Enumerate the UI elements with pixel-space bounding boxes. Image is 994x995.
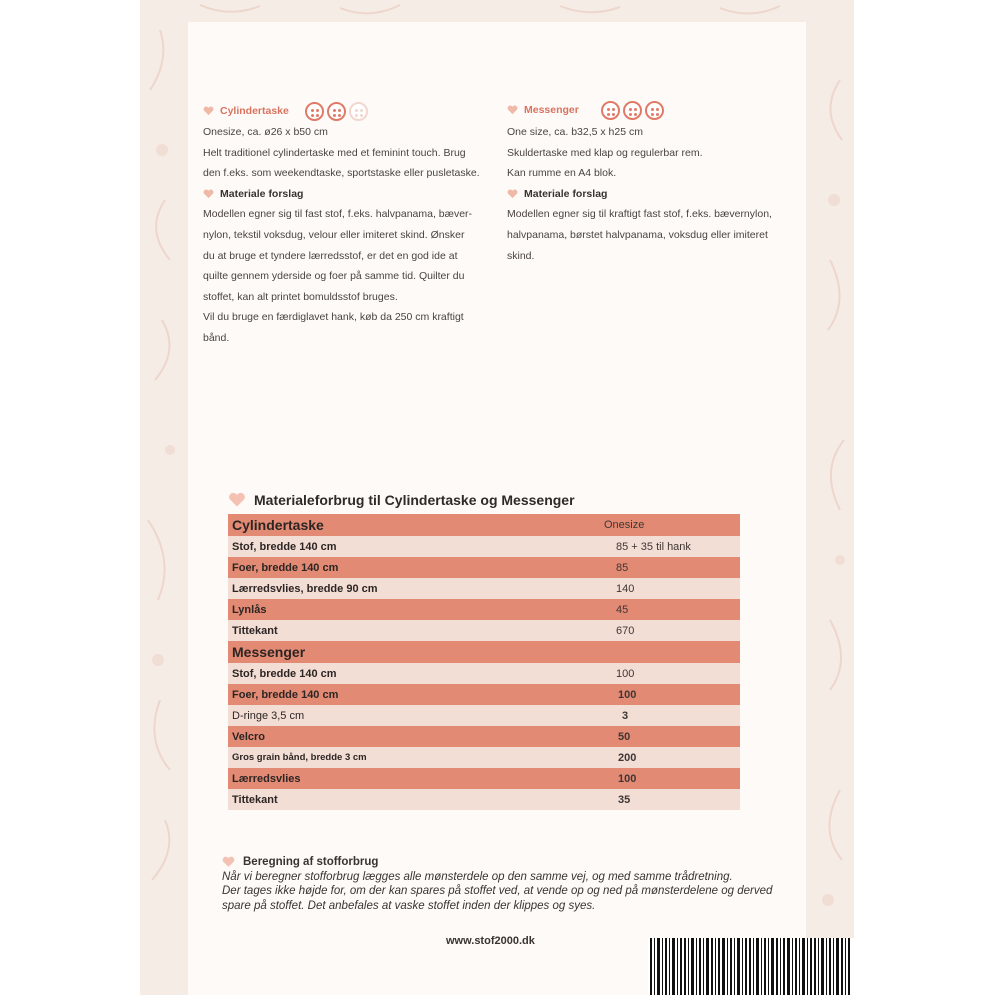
heart-icon bbox=[228, 492, 246, 508]
heart-icon bbox=[222, 856, 235, 868]
table-row: Lynlås 45 bbox=[228, 599, 740, 620]
fabric-calculation-note bbox=[222, 855, 782, 913]
table-row: Foer, bredde 140 cm 100 bbox=[228, 684, 740, 705]
heart-icon bbox=[507, 105, 518, 115]
cylinder-material-line: quilte gennem yderside og foer på samme tid. Quilter du bbox=[203, 270, 465, 283]
calc-line: Der tages ikke højde for, om der kan spares på stoffet ved, at vende op og ned på mønsterdelene og derved bbox=[222, 885, 773, 897]
messenger-desc-line: Skuldertaske med klap og regulerbar rem. bbox=[507, 146, 703, 159]
messenger-material-line: Modellen egner sig til kraftigt fast stof, f.eks. bævernylon, bbox=[507, 208, 772, 221]
cylinder-material-line: Vil du bruge en færdiglavet hank, køb da 250 cm kraftigt bbox=[203, 311, 464, 324]
difficulty-rating bbox=[305, 102, 368, 121]
table-row: Lærredsvlies, bredde 90 cm 140 bbox=[228, 578, 740, 599]
messenger-material-line: halvpanama, børstet halvpanama, voksdug eller imiteret bbox=[507, 228, 768, 241]
table-row: D-ringe 3,5 cm 3 bbox=[228, 705, 740, 726]
cylinder-material-line: Modellen egner sig til fast stof, f.eks. halvpanama, bæver- bbox=[203, 208, 473, 221]
table-title: Materialeforbrug til Cylindertaske og Messenger bbox=[228, 492, 575, 508]
heart-icon bbox=[203, 189, 214, 199]
messenger-desc-line: Kan rumme en A4 blok. bbox=[507, 167, 617, 180]
button-icon bbox=[327, 102, 346, 121]
messenger-section bbox=[507, 98, 807, 266]
button-icon bbox=[601, 101, 620, 120]
cylinder-material-line: bånd. bbox=[203, 331, 230, 344]
button-icon bbox=[623, 101, 642, 120]
table-section-header: Messenger bbox=[228, 641, 740, 663]
difficulty-rating bbox=[601, 101, 664, 120]
table-row: Stof, bredde 140 cm 85 + 35 til hank bbox=[228, 536, 740, 557]
table-row: Lærredsvlies 100 bbox=[228, 768, 740, 789]
messenger-material-heading: Materiale forslag bbox=[524, 187, 608, 200]
calc-line: Når vi beregner stofforbrug lægges alle mønsterdele op den samme vej, og med samme trådretning. bbox=[222, 870, 733, 883]
messenger-size: One size, ca. b32,5 x h25 cm bbox=[507, 126, 643, 138]
material-table bbox=[228, 514, 740, 810]
heart-icon bbox=[203, 106, 214, 116]
table-row: Tittekant 670 bbox=[228, 620, 740, 641]
messenger-material-line: skind. bbox=[507, 249, 535, 262]
heart-icon bbox=[507, 189, 518, 199]
cylinder-size: Onesize, ca. ø26 x b50 cm bbox=[203, 126, 328, 138]
table-row: Velcro 50 bbox=[228, 726, 740, 747]
messenger-title: Messenger bbox=[524, 103, 579, 116]
cylinder-material-line: nylon, tekstil voksdug, velour eller imiteret skind. Ønsker bbox=[203, 228, 465, 241]
table-row: Stof, bredde 140 cm 100 bbox=[228, 663, 740, 684]
table-row: Gros grain bånd, bredde 3 cm 200 bbox=[228, 747, 740, 768]
barcode bbox=[648, 938, 854, 995]
cylinder-desc-line: den f.eks. som weekendtaske, sportstaske eller pusletaske. bbox=[203, 167, 480, 180]
table-section-header: Cylindertaske Onesize bbox=[228, 514, 740, 536]
calc-line: spare på stoffet. Det anbefales at vaske stoffet inden der klippes og syes. bbox=[222, 899, 596, 912]
button-icon bbox=[305, 102, 324, 121]
cylinder-material-heading: Materiale forslag bbox=[220, 187, 304, 200]
table-row: Foer, bredde 140 cm 85 bbox=[228, 557, 740, 578]
cylinder-section bbox=[203, 100, 493, 349]
button-icon-faded bbox=[349, 102, 368, 121]
website-link[interactable]: www.stof2000.dk bbox=[446, 935, 535, 947]
button-icon bbox=[645, 101, 664, 120]
cylinder-desc-line: Helt traditionel cylindertaske med et feminint touch. Brug bbox=[203, 146, 466, 159]
cylinder-material-line: du at bruge et tyndere lærredsstof, er det en god ide at bbox=[203, 249, 458, 262]
cylinder-title: Cylindertaske bbox=[220, 104, 289, 117]
table-row: Tittekant 35 bbox=[228, 789, 740, 810]
cylinder-material-line: stoffet, kan alt printet bomuldsstof bruges. bbox=[203, 290, 398, 303]
calc-heading: Beregning af stofforbrug bbox=[243, 856, 379, 868]
